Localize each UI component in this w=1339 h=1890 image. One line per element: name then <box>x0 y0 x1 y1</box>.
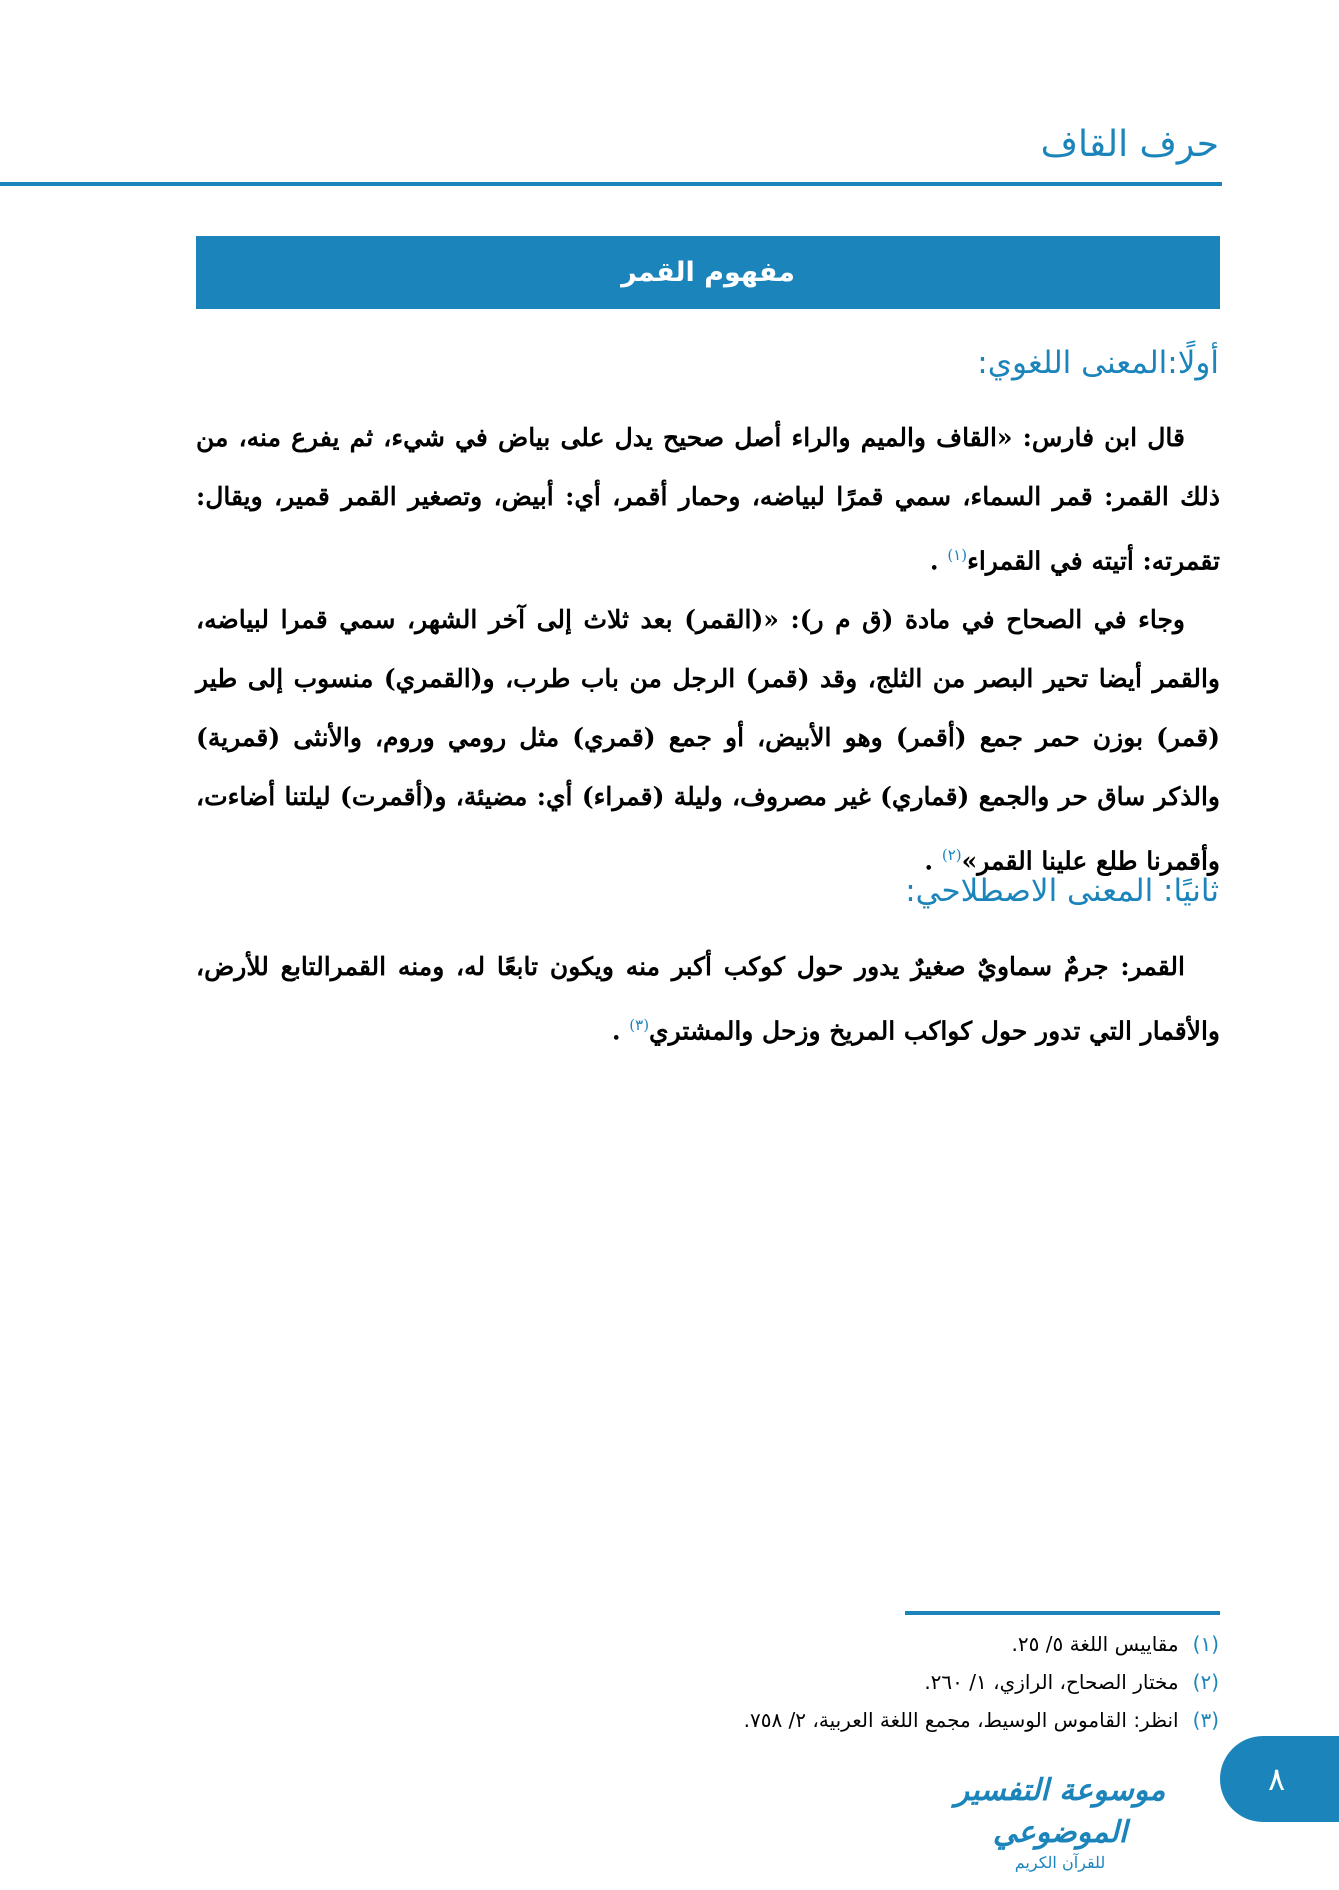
footnote-ref[interactable]: (١) <box>947 546 968 564</box>
footnote-number: (٢) <box>1192 1670 1219 1694</box>
paragraph <box>196 937 1220 1060</box>
paragraph-text: القمر: جرمٌ سماويٌ صغيرٌ يدور حول كوكب أكبر منه ويكون تابعًا له، ومنه القمرالتابع للأرض، والأقمار التي تدور حول كواكب المريخ وزحل والمشتري <box>196 952 1220 1046</box>
logo-main-text: موسوعة التفسير الموضوعي <box>954 1773 1166 1850</box>
section-title-banner <box>196 236 1220 309</box>
paragraph-text: قال ابن فارس: «القاف والميم والراء أصل صحيح يدل على بياض في شيء، ثم يفرع منه، من ذلك القمر: قمر السماء، سمي قمرًا لبياضه، وحمار أقمر، أي: أبيض، وتصغير القمر قمير، ويقال: تقمرته: أتيته في القمراء <box>196 423 1220 576</box>
footnote-text: مقاييس اللغة ٥/ ٢٥. <box>1011 1632 1179 1656</box>
footnote-ref[interactable]: (٣) <box>629 1016 650 1034</box>
footnote-ref[interactable]: (٢) <box>941 846 962 865</box>
terminological-heading: ثانيًا: المعنى الاصطلاحي: <box>905 873 1219 909</box>
footnote-item <box>744 1625 1219 1663</box>
paragraph-end: . <box>611 1016 630 1046</box>
paragraph <box>196 590 1220 890</box>
linguistic-heading: أولًا:المعنى اللغوي: <box>977 345 1219 381</box>
chapter-title: حرف القاف <box>1040 124 1219 165</box>
footnotes <box>744 1625 1219 1739</box>
paragraph-end: . <box>929 546 948 576</box>
footnote-text: انظر: القاموس الوسيط، مجمع اللغة العربية، ٢/ ٧٥٨. <box>743 1708 1179 1732</box>
footnote-item <box>744 1701 1219 1739</box>
paragraph-text: وجاء في الصحاح في مادة (ق م ر): «(القمر) بعد ثلاث إلى آخر الشهر، سمي قمرا لبياضه، والقمر أيضا تحير البصر من الثلج، وقد (قمر) الرجل من باب طرب، و(القمري) منسوب إلى طير (قمر) بوزن حمر جمع (أقمر) وهو الأبيض، أو جمع (قمري) مثل رومي وروم، والأنثى (قمرية) والذكر ساق حر والجمع (قماري) غير مصروف، وليلة (قمراء) أي: مضيئة، و(أقمرت) ليلتنا أضاءت، وأقمرنا طلع علينا القمر» <box>196 605 1220 876</box>
paragraph <box>196 408 1220 590</box>
footnote-number: (٣) <box>1192 1708 1219 1732</box>
linguistic-body <box>196 408 1220 891</box>
header-divider <box>0 182 1222 186</box>
footnote-number: (١) <box>1192 1632 1219 1656</box>
footnote-text: مختار الصحاح، الرازي، ١/ ٢٦٠. <box>924 1670 1179 1694</box>
section-title: مفهوم القمر <box>621 257 795 288</box>
paragraph-end: . <box>924 846 942 876</box>
footnote-item <box>744 1663 1219 1701</box>
page-number-tab <box>1220 1736 1339 1822</box>
footnote-divider <box>905 1611 1220 1615</box>
page-number: ٨ <box>1268 1760 1286 1798</box>
encyclopedia-logo <box>920 1770 1200 1872</box>
terminological-body <box>196 937 1220 1060</box>
logo-sub-text: للقرآن الكريم <box>1014 1853 1106 1872</box>
